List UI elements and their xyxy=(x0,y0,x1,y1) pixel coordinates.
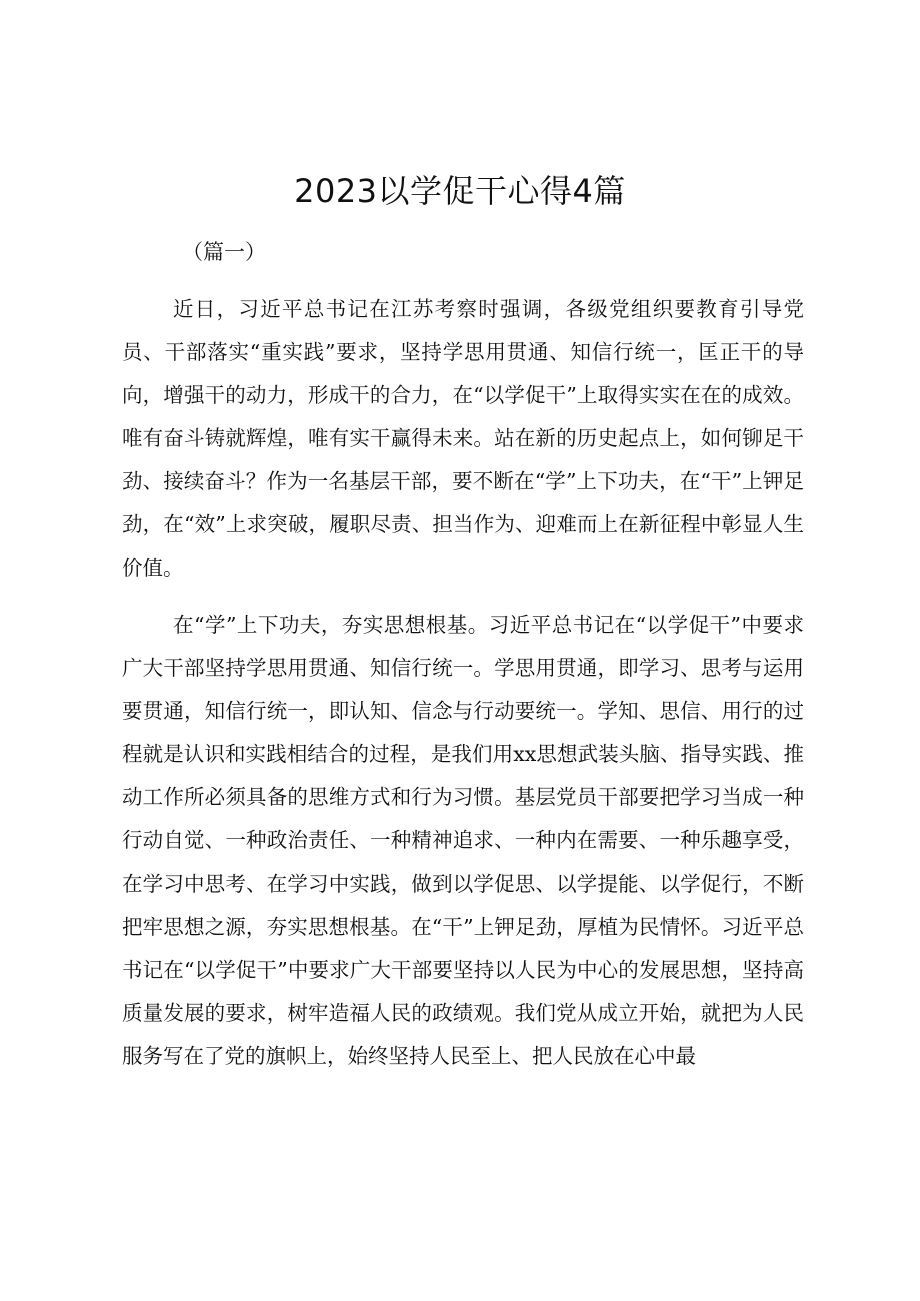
document-title: 2023以学促干心得4篇 xyxy=(294,172,626,210)
section-label: （篇一） xyxy=(182,240,266,264)
paragraph-2: 在“学”上下功夫，夯实思想根基。习近平总书记在“以学促干”中要求广大干部坚持学思用贯通、知信行统一。学思用贯通，即学习、思考与运用要贯通，知信行统一，即认知、信念与行动要统一。学知、思信、用行的过程就是认识和实践相结合的过程，是我们用xx思想武装头脑、指导实践、推动工作所必须具备的思维方式和行为习惯。基层党员干部要把学习当成一种行动自觉、一种政治责任、一种精神追求、一种内在需要、一种乐趣享受，在学习中思考、在学习中实践，做到以学促思、以学提能、以学促行，不断把牢思想之源，夯实思想根基。在“干”上钾足劲，厚植为民情怀。习近平总书记在“以学促干”中要求广大干部要坚持以人民为中心的发展思想，坚持高质量发展的要求，树牢造福人民的政绩观。我们党从成立开始，就把为人民服务写在了党的旗帜上，始终坚持人民至上、把人民放在心中最 xyxy=(122,613,804,1068)
paragraph-1: 近日，习近平总书记在江苏考察时强调，各级党组织要教育引导党员、干部落实“重实践”要求，坚持学思用贯通、知信行统一，匡正干的导向，增强干的动力，形成干的合力，在“以学促干”上取得实实在在的成效。唯有奋斗铸就辉煌，唯有实干赢得未来。站在新的历史起点上，如何铆足干劲、接续奋斗？作为一名基层干部，要不断在“学”上下功夫，在“干”上钾足劲，在“效”上求突破，履职尽责、担当作为、迎难而上在新征程中彰显人生价值。 xyxy=(122,297,804,580)
